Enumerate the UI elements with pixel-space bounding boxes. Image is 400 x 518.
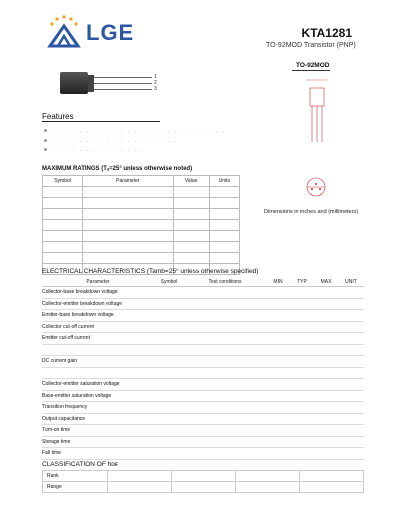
classification-title: CLASSIFICATION OF hᴅᴇ (42, 461, 118, 468)
dimensions-caption: Dimensions in inches and (millimeters) (264, 209, 359, 215)
logo-mark-icon (46, 14, 82, 48)
electrical-characteristics-title: ELECTRICAL CHARACTERISTICS (Tamb=25° unless otherwise specified) (42, 268, 259, 275)
classification-table (42, 470, 364, 493)
table-row: Collector cut-off current (42, 321, 364, 333)
table-row: DC current gain (42, 356, 364, 368)
pin-lead-2 (94, 83, 152, 84)
electrical-characteristics-table (42, 277, 364, 460)
header-cell: MIN (266, 277, 290, 287)
table-header-row (42, 277, 364, 287)
package-tag-underline (292, 70, 330, 71)
table-row (42, 367, 364, 379)
pin-label-3: 3 (154, 86, 157, 92)
table-row (43, 471, 364, 482)
table-row (43, 209, 240, 220)
table-row: Collector-emitter breakdown voltage (42, 298, 364, 310)
table-row (43, 482, 364, 493)
table-row: Transition frequency (42, 402, 364, 414)
table-row (43, 220, 240, 231)
features-rule (42, 121, 160, 122)
header-cell: Parameter (42, 277, 154, 287)
feature-item: . . . . . . . . . . . . . . . . . . . . . . . . . . (44, 128, 226, 134)
row-label: Range (43, 482, 108, 493)
table-row: Emitter-base breakdown voltage (42, 310, 364, 322)
pin-label-2: 2 (154, 80, 157, 86)
max-ratings-table (42, 175, 240, 275)
pin-label-1: 1 (154, 74, 157, 80)
table-row: Fall time (42, 448, 364, 460)
table-row: Emitter cut-off current (42, 333, 364, 345)
table-row: Output capacitance (42, 413, 364, 425)
pin-lead-1 (94, 77, 152, 78)
table-row (43, 242, 240, 253)
feature-item: . . . . . . . . . . . . . . . . . . . (44, 138, 178, 144)
table-row (43, 187, 240, 198)
header-cell: Value (173, 176, 209, 187)
header-cell: Symbol (154, 277, 184, 287)
header-cell: Parameter (83, 176, 173, 187)
table-row: Collector-emitter saturation voltage (42, 379, 364, 391)
transistor-image (60, 72, 88, 94)
table-row: Base-emitter saturation voltage (42, 390, 364, 402)
header-cell: UNIT (338, 277, 364, 287)
bullet-icon (44, 148, 47, 151)
table-row (43, 231, 240, 242)
table-row (43, 198, 240, 209)
header-cell: Units (209, 176, 239, 187)
bullet-icon (44, 139, 47, 142)
package-dimension-drawing (296, 72, 346, 202)
row-label: Rank (43, 471, 108, 482)
header-cell: MAX (314, 277, 338, 287)
table-row (43, 253, 240, 264)
table-row: Storage time (42, 436, 364, 448)
table-header-row (43, 176, 240, 187)
logo-text: LGE (86, 20, 135, 45)
package-tag: TO-92MOD (296, 62, 330, 69)
table-row: Turn-on time (42, 425, 364, 437)
bullet-icon (44, 129, 47, 132)
header-cell: Test conditions (184, 277, 266, 287)
feature-item: . . . . . . . . . . . . . . (44, 147, 145, 153)
pin-lead-3 (94, 89, 152, 90)
max-ratings-title: MAXIMUM RATINGS (Tₐ=25° unless otherwise noted) (42, 166, 193, 172)
features-title: Features (42, 112, 74, 121)
header-cell: Symbol (43, 176, 83, 187)
table-row: Collector-base breakdown voltage (42, 287, 364, 299)
header-cell: TYP (290, 277, 314, 287)
part-subtitle: TO-92MOD Transistor (PNP) (266, 42, 356, 49)
table-row (42, 344, 364, 356)
part-number: KTA1281 (301, 26, 352, 40)
